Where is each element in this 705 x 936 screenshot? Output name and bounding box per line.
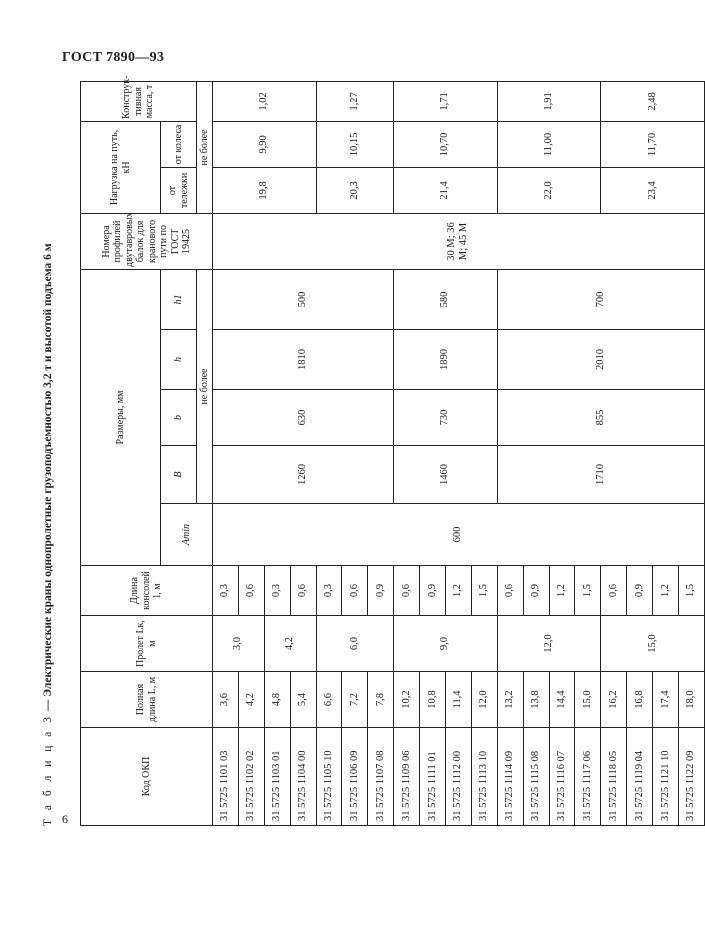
cell-code: 31 5725 1122 09 [679, 728, 705, 826]
cell-code: 31 5725 1114 09 [497, 728, 523, 826]
cell-length: 13,8 [523, 672, 549, 728]
cell-load-trolley: 22,0 [497, 167, 601, 213]
note-not-more-load: не более [197, 81, 213, 213]
cell-console: 0,3 [213, 566, 239, 616]
cell-b-upper: 1460 [394, 446, 498, 504]
cell-mass: 2,48 [601, 81, 705, 121]
cell-length: 17,4 [653, 672, 679, 728]
cell-b-upper: 1260 [213, 446, 394, 504]
cell-console: 0,3 [316, 566, 342, 616]
table-caption [42, 243, 54, 826]
cell-code: 31 5725 1117 06 [575, 728, 601, 826]
cell-h1: 500 [213, 269, 394, 329]
cell-length: 4,2 [238, 672, 264, 728]
cell-code: 31 5725 1121 10 [653, 728, 679, 826]
cell-mass: 1,27 [316, 81, 394, 121]
cell-span: 6,0 [316, 616, 394, 672]
note-not-more-dims: не более [197, 269, 213, 503]
cell-console: 0,6 [238, 566, 264, 616]
cell-length: 15,0 [575, 672, 601, 728]
cell-console: 0,9 [523, 566, 549, 616]
cell-load-wheel: 10,15 [316, 121, 394, 167]
cell-length: 13,2 [497, 672, 523, 728]
cell-span: 9,0 [394, 616, 498, 672]
cell-code: 31 5725 1103 01 [264, 728, 290, 826]
cell-length: 10,8 [420, 672, 446, 728]
cell-code: 31 5725 1107 08 [368, 728, 394, 826]
cell-code: 31 5725 1116 07 [549, 728, 575, 826]
cell-h1: 580 [394, 269, 498, 329]
cell-console: 1,5 [471, 566, 497, 616]
col-header-code: Код ОКП [81, 728, 213, 826]
cell-b-upper: 1710 [497, 446, 704, 504]
col-header-h1: h1 [161, 269, 197, 329]
cell-h: 1890 [394, 330, 498, 390]
col-header-b: B [161, 446, 197, 504]
cell-console: 1,2 [653, 566, 679, 616]
cell-length: 18,0 [679, 672, 705, 728]
table-caption-lead: Т а б л и ц а 3 [42, 713, 54, 826]
cell-length: 3,6 [213, 672, 239, 728]
cell-span: 12,0 [497, 616, 601, 672]
cell-load-trolley: 21,4 [394, 167, 498, 213]
cell-console: 0,9 [368, 566, 394, 616]
cell-length: 4,8 [264, 672, 290, 728]
col-header-h: h [161, 330, 197, 390]
cell-code: 31 5725 1104 00 [290, 728, 316, 826]
cell-console: 0,9 [627, 566, 653, 616]
col-header-load: Нагрузка на путь, кН [81, 121, 161, 213]
col-header-amin: Amin [161, 504, 213, 566]
cell-load-wheel: 11,70 [601, 121, 705, 167]
cell-amin: 600 [213, 504, 705, 566]
cell-length: 10,2 [394, 672, 420, 728]
standard-header: ГОСТ 7890—93 [62, 50, 165, 65]
cell-length: 16,8 [627, 672, 653, 728]
cell-load-trolley: 23,4 [601, 167, 705, 213]
rotated-table-block [42, 75, 697, 826]
cell-console: 0,3 [264, 566, 290, 616]
cell-length: 11,4 [446, 672, 472, 728]
table-row [394, 81, 420, 825]
col-header-load-wheel: от колеса [161, 121, 197, 167]
cell-h: 1810 [213, 330, 394, 390]
cell-code: 31 5725 1113 10 [471, 728, 497, 826]
cell-load-wheel: 9,90 [213, 121, 317, 167]
cell-code: 31 5725 1102 02 [238, 728, 264, 826]
cell-load-trolley: 20,3 [316, 167, 394, 213]
cell-b-lower: 630 [213, 390, 394, 446]
col-header-length: Полная длина L, м [81, 672, 213, 728]
cell-b-lower: 730 [394, 390, 498, 446]
cell-console: 1,5 [679, 566, 705, 616]
cell-length: 12,0 [471, 672, 497, 728]
cell-console: 0,6 [497, 566, 523, 616]
col-header-profiles: Номера профилей двутавровых балок для кранового пути по ГОСТ 19425 [81, 213, 213, 269]
page-number: 6 [62, 812, 68, 826]
cell-length: 16,2 [601, 672, 627, 728]
cell-console: 0,9 [420, 566, 446, 616]
col-header-mass: Конструк-тивная масса, т [81, 81, 197, 121]
cell-code: 31 5725 1101 03 [213, 728, 239, 826]
cell-load-wheel: 11,00 [497, 121, 601, 167]
col-header-dimensions: Размеры, мм [81, 269, 161, 565]
col-header-b: b [161, 390, 197, 446]
cell-code: 31 5725 1115 08 [523, 728, 549, 826]
cell-length: 7,2 [342, 672, 368, 728]
cell-profiles: 30 М; 36 М; 45 М [213, 213, 705, 269]
cell-code: 31 5725 1109 06 [394, 728, 420, 826]
cell-span: 4,2 [264, 616, 316, 672]
table-row [497, 81, 523, 825]
col-header-span: Пролет Lк, м [81, 616, 213, 672]
cell-length: 7,8 [368, 672, 394, 728]
cell-console: 1,2 [446, 566, 472, 616]
cell-b-lower: 855 [497, 390, 704, 446]
table-row [213, 81, 239, 825]
col-header-console: Длина консолей l, м [81, 566, 213, 616]
cell-console: 0,6 [342, 566, 368, 616]
cell-length: 14,4 [549, 672, 575, 728]
cell-code: 31 5725 1111 01 [420, 728, 446, 826]
cell-mass: 1,71 [394, 81, 498, 121]
cell-mass: 1,91 [497, 81, 601, 121]
cell-console: 0,6 [290, 566, 316, 616]
cell-code: 31 5725 1106 09 [342, 728, 368, 826]
cell-code: 31 5725 1105 10 [316, 728, 342, 826]
cell-console: 1,5 [575, 566, 601, 616]
cell-span: 3,0 [213, 616, 265, 672]
cell-span: 15,0 [601, 616, 705, 672]
cell-code: 31 5725 1112 00 [446, 728, 472, 826]
cell-code: 31 5725 1118 05 [601, 728, 627, 826]
cell-mass: 1,02 [213, 81, 317, 121]
crane-spec-table [80, 75, 705, 826]
cell-code: 31 5725 1119 04 [627, 728, 653, 826]
cell-load-wheel: 10,70 [394, 121, 498, 167]
cell-h: 2010 [497, 330, 704, 390]
cell-console: 0,6 [601, 566, 627, 616]
cell-h1: 700 [497, 269, 704, 329]
cell-load-trolley: 19,8 [213, 167, 317, 213]
cell-console: 1,2 [549, 566, 575, 616]
col-header-load-trolley: от тележки [161, 167, 197, 213]
cell-length: 5,4 [290, 672, 316, 728]
cell-console: 0,6 [394, 566, 420, 616]
table-caption-text: — Электрические краны однопролетные грузоподъемностью 3,2 т и высотой подъема 6 м [42, 243, 54, 714]
cell-length: 6,6 [316, 672, 342, 728]
